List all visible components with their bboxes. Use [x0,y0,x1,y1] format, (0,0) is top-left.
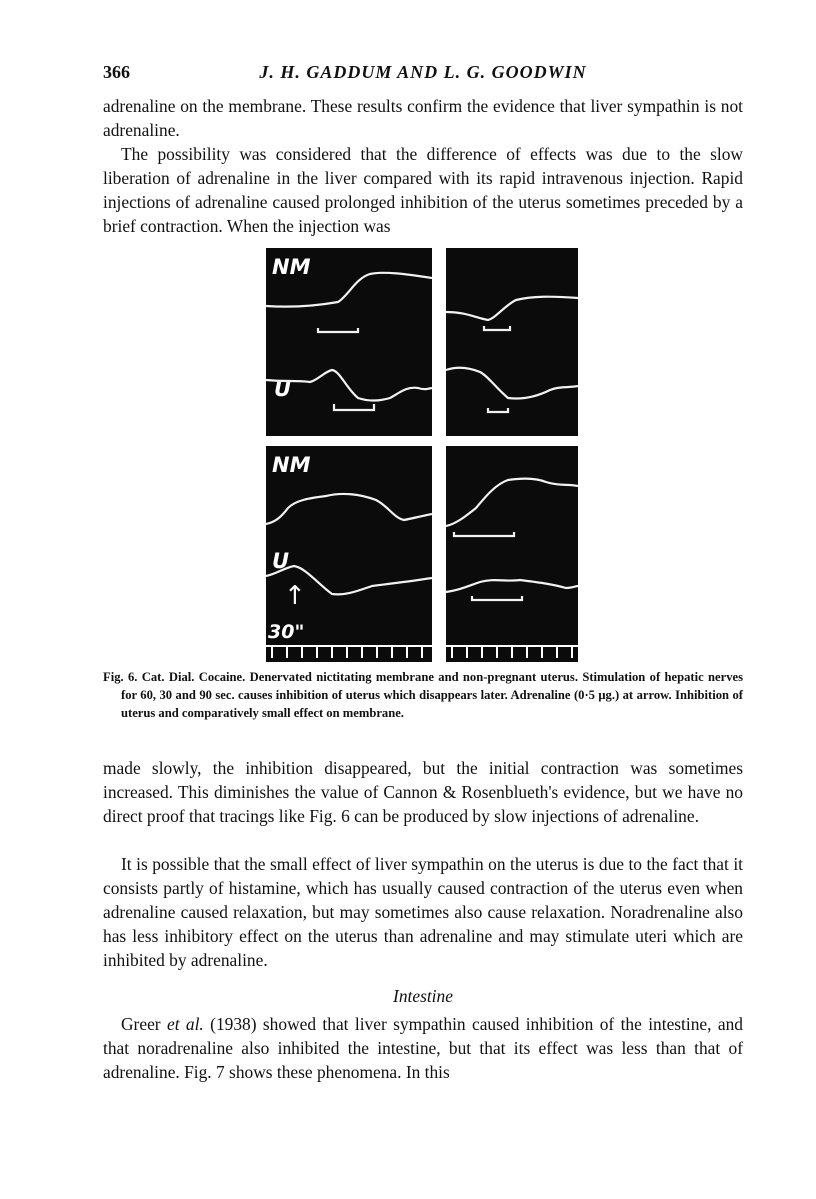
paragraph-4: It is possible that the small effect of liver sympathin on the uterus is due to the fact that it consists partly of histamine, which has usually caused contraction of the uterus even when adrenaline caused relaxation, but may sometimes also cause relaxation. Noradrenaline also has less inhibitory effect on the uterus than adrenaline and may stimulate uteri which are inhibited by adrenaline. [103,854,743,970]
paragraph-3: made slowly, the inhibition disappeared, but the initial contraction was sometimes increased. This diminishes the value of Cannon & Rosenblueth's evidence, but we have no direct proof that tracings like Fig. 6 can be produced by slow injections of adrenaline. [103,758,743,826]
paragraph-2: The possibility was considered that the difference of effects was due to the slow liberation of adrenaline in the liver compared with its rapid intravenous injection. Rapid injections of adrenaline caused prolonged inhibition of the uterus sometimes preceded by a brief contraction. When the injection was [103,144,743,236]
figure-panel-bottom-left [266,446,432,662]
page-number: 366 [103,62,130,82]
paragraph-5 [103,1012,743,1084]
figure-panel-bottom-right [446,446,578,662]
section-heading-intestine: Intestine [393,986,453,1006]
u-label: U [274,377,292,401]
time-label: 30" [268,621,305,643]
figure-6 [266,248,578,662]
paragraph-5-text: (1938) showed that liver sympathin caused inhibition of the intestine, and that noradrenaline also inhibited the intestine, but that its effect was less than that of adrenaline. Fig. 7 shows these phenomena. In this [103,1014,743,1082]
kymograph-trace-top-left [266,248,432,436]
running-title: J. H. GADDUM AND L. G. GOODWIN [259,62,587,82]
nm-label: NM [272,255,311,279]
et-al: et al. [166,1014,204,1034]
figure-panel-top-left [266,248,432,436]
nm-label: NM [272,453,311,477]
u-label: U [272,549,290,573]
paragraph-1: adrenaline on the membrane. These results confirm the evidence that liver sympathin is not adrenaline. [103,96,743,140]
kymograph-trace-bottom-right [446,446,578,662]
figure-caption: Fig. 6. Cat. Dial. Cocaine. Denervated nictitating membrane and non-pregnant uterus. Stimulation of hepatic nerves for 60, 30 and 90 sec. causes inhibition of uterus which disappears later. Adrenaline (0·5 μg.) at arrow. Inhibition of uterus and comparatively small effect on membrane. [103,670,743,720]
figure-panel-top-right [446,248,578,436]
kymograph-trace-top-right [446,248,578,436]
arrow-marker: ↑ [284,581,306,611]
author-name: Greer [121,1014,167,1034]
kymograph-trace-bottom-left [266,446,432,662]
running-head [103,62,743,88]
